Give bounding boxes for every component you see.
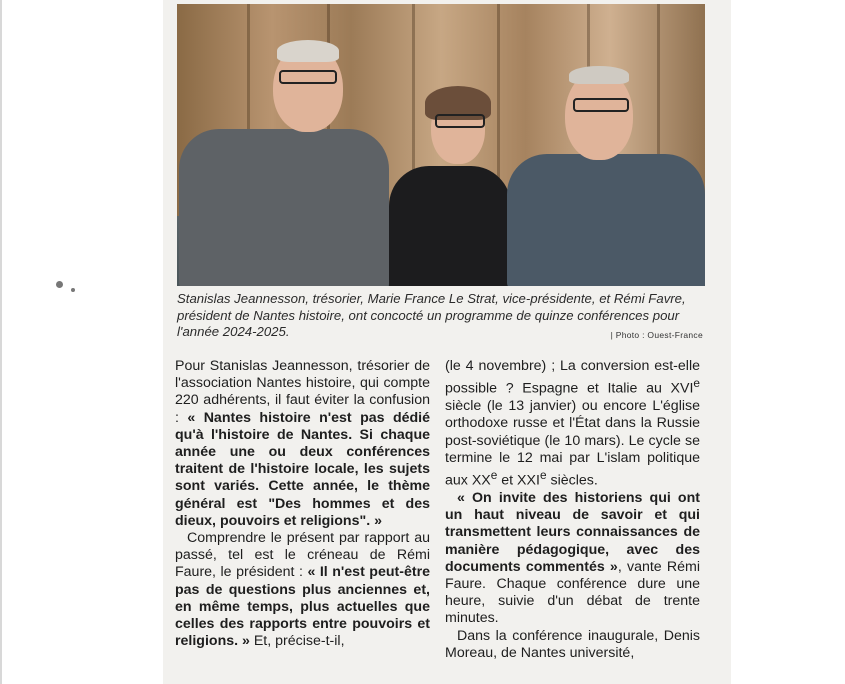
- article-photo: [177, 4, 705, 286]
- glasses-icon: [435, 114, 485, 128]
- paragraph: (le 4 novembre) ; La conversion est-elle possible ? Espagne et Italie au XVIe siècle (le 13 janvier) ou encore L'église orthodoxe russe et l'État dans la Russie post-soviétique (le 10 mars). Le cycle se termine le 12 mai par L'islam politique aux XXe et XXIe siècles.: [445, 358, 700, 489]
- article-column-left: [175, 358, 430, 650]
- scan-speck: [71, 288, 75, 292]
- paragraph: Dans la conférence inaugurale, Denis Moreau, de Nantes université,: [445, 627, 700, 661]
- scan-speck: [56, 281, 63, 288]
- paragraph: Comprendre le présent par rapport au passé, tel est le créneau de Rémi Faure, le président : « Il n'est peut-être pas de questions plus anciennes et, en même temps, plus actuelles que celles des rapports entre pouvoirs et religions. » Et, précise-t-il,: [175, 530, 431, 650]
- page-edge: [0, 0, 2, 684]
- glasses-icon: [279, 70, 337, 84]
- article-column-right: [445, 358, 700, 662]
- photo-credit: | Photo : Ouest-France: [610, 330, 703, 340]
- paragraph: « On invite des historiens qui ont un haut niveau de savoir et qui transmettent leurs connaissances de manière pédagogique, avec des documents commentés », vante Rémi Faure. Chaque conférence dure une heure, suivie d'un débat de trente minutes.: [445, 489, 700, 627]
- paragraph: Pour Stanislas Jeannesson, trésorier de l'association Nantes histoire, qui compte 220 adhérents, il faut éviter la confusion : « Nantes histoire n'est pas dédié qu'à l'histoire de Nantes. Si chaque année une ou deux conférences traitent de l'histoire locale, les sujets sont variés. Cette année, le thème général est "Des hommes et des dieux, pouvoirs et religions". »: [175, 358, 430, 529]
- glasses-icon: [573, 98, 629, 112]
- newspaper-clipping: [163, 0, 731, 684]
- photo-caption: Stanislas Jeannesson, trésorier, Marie France Le Strat, vice-présidente, et Rémi Favre, président de Nantes histoire, ont concocté un programme de quinze conférences pour l'année 2024-2025.: [177, 291, 686, 339]
